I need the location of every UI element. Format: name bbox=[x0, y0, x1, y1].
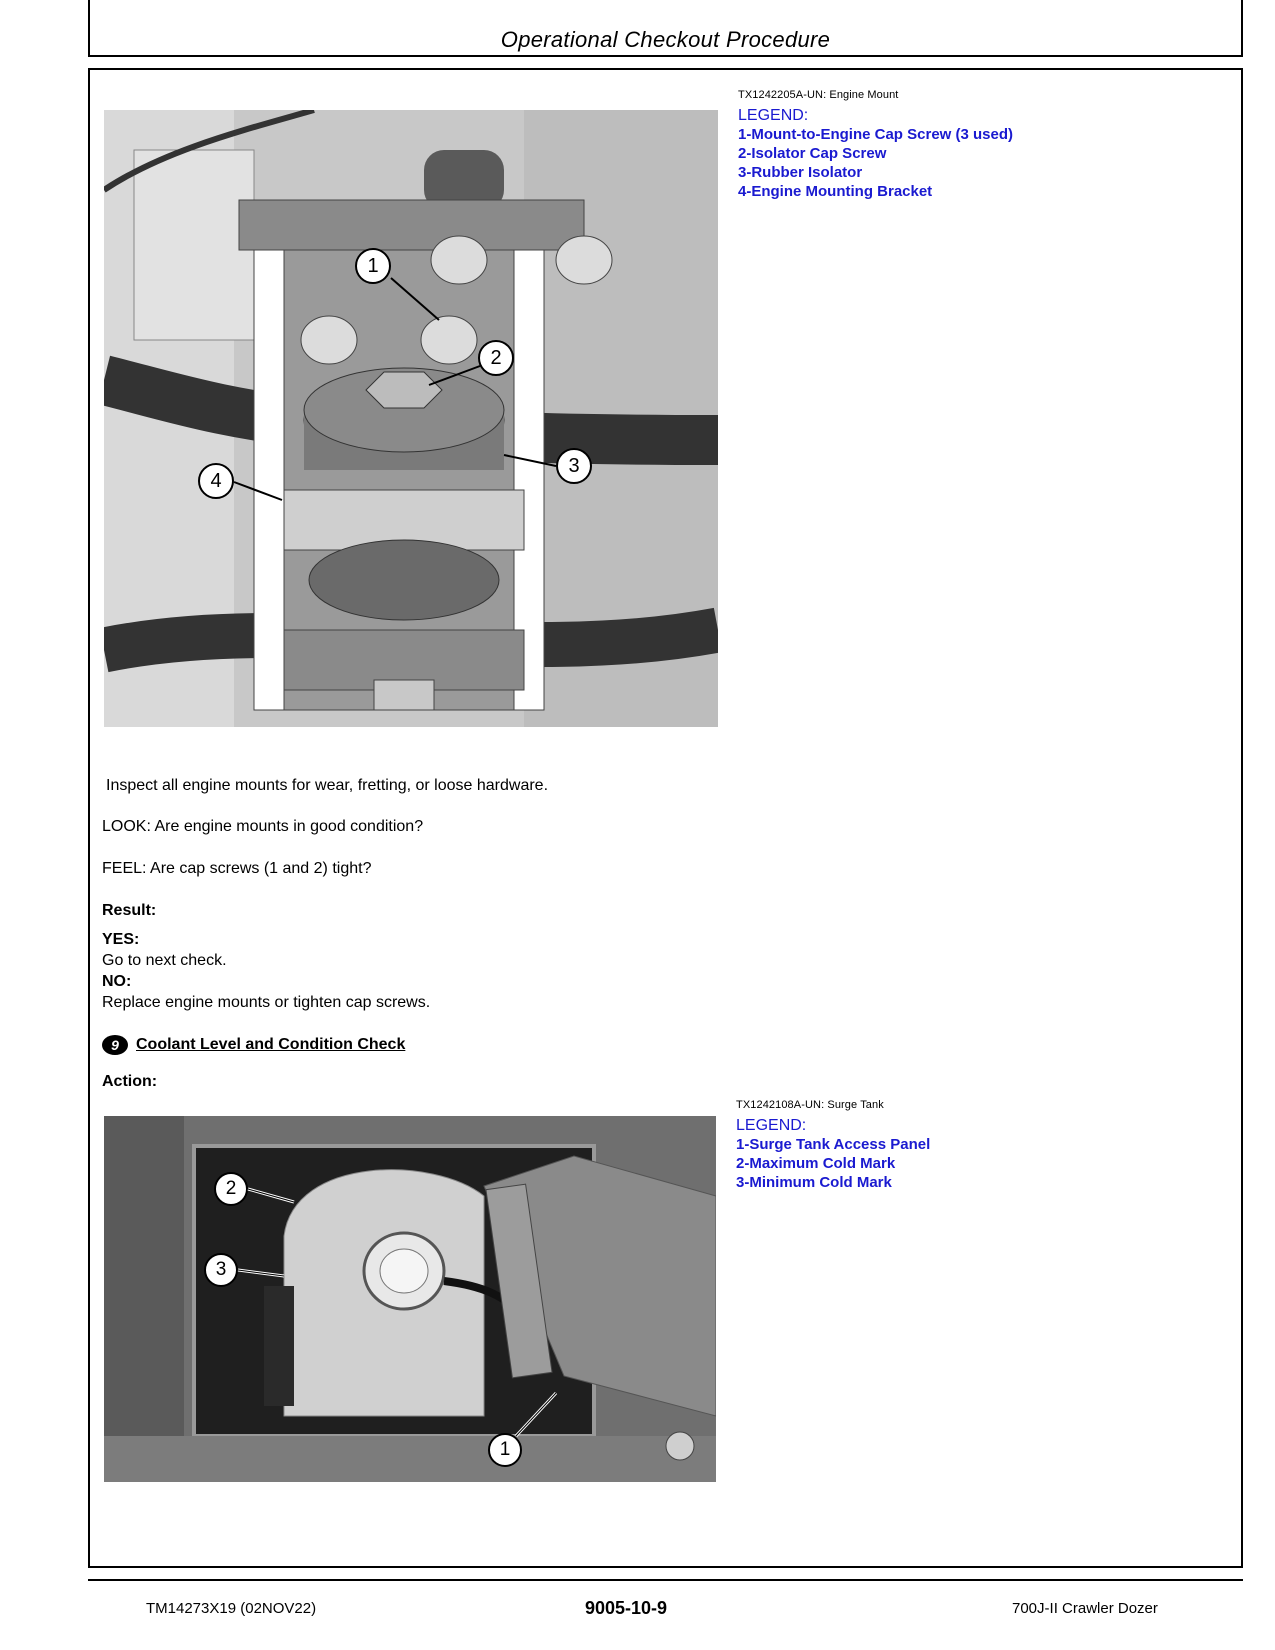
step-number-badge: 9 bbox=[102, 1035, 128, 1055]
legend-item: 2-Isolator Cap Screw bbox=[738, 145, 887, 162]
yes-label: YES: bbox=[102, 931, 140, 948]
legend-item: 1-Surge Tank Access Panel bbox=[736, 1136, 931, 1153]
callout-3-label: 3 bbox=[568, 454, 580, 477]
figure2-legend bbox=[736, 1116, 930, 1192]
callout-4-label: 4 bbox=[210, 469, 222, 492]
callout-3-label: 3 bbox=[215, 1259, 227, 1280]
figure1-caption: TX1242205A-UN: Engine Mount bbox=[738, 89, 899, 101]
yes-text: Go to next check. bbox=[102, 952, 227, 969]
no-label: NO: bbox=[102, 973, 132, 990]
legend-item: 1-Mount-to-Engine Cap Screw (3 used) bbox=[738, 126, 1014, 143]
legend-title: LEGEND: bbox=[738, 107, 809, 124]
step-title: Coolant Level and Condition Check bbox=[136, 1036, 406, 1053]
page-header bbox=[88, 0, 1243, 57]
footer-model: 700J-II Crawler Dozer bbox=[1012, 1600, 1158, 1617]
callout-2-label: 2 bbox=[490, 346, 502, 369]
action-label: Action: bbox=[102, 1073, 158, 1090]
legend-item: 2-Maximum Cold Mark bbox=[736, 1155, 896, 1172]
footer-page-number: 9005-10-9 bbox=[585, 1598, 668, 1618]
step-9-heading bbox=[102, 1035, 405, 1055]
callout-2-label: 2 bbox=[225, 1178, 237, 1199]
result-label: Result: bbox=[102, 902, 157, 919]
feel-question: FEEL: Are cap screws (1 and 2) tight? bbox=[102, 860, 372, 877]
leader-lines bbox=[104, 1116, 716, 1482]
inspection-instruction: Inspect all engine mounts for wear, fretting, or loose hardware. bbox=[106, 777, 549, 794]
footer-divider bbox=[88, 1579, 1243, 1581]
footer-manual-id: TM14273X19 (02NOV22) bbox=[146, 1600, 317, 1617]
engine-mount-figure bbox=[104, 110, 718, 727]
legend-item: 3-Rubber Isolator bbox=[738, 164, 863, 181]
page-title: Operational Checkout Procedure bbox=[500, 27, 831, 52]
legend-title: LEGEND: bbox=[736, 1117, 807, 1134]
leader-lines bbox=[104, 110, 718, 727]
look-question: LOOK: Are engine mounts in good condition? bbox=[102, 818, 424, 835]
figure1-legend bbox=[738, 106, 1013, 201]
legend-item: 3-Minimum Cold Mark bbox=[736, 1174, 892, 1191]
callout-1-label: 1 bbox=[367, 254, 379, 277]
callout-1-label: 1 bbox=[499, 1439, 511, 1460]
legend-item: 4-Engine Mounting Bracket bbox=[738, 183, 933, 200]
no-text: Replace engine mounts or tighten cap screws. bbox=[102, 994, 431, 1011]
figure2-caption: TX1242108A-UN: Surge Tank bbox=[736, 1099, 884, 1111]
surge-tank-figure bbox=[104, 1116, 716, 1482]
